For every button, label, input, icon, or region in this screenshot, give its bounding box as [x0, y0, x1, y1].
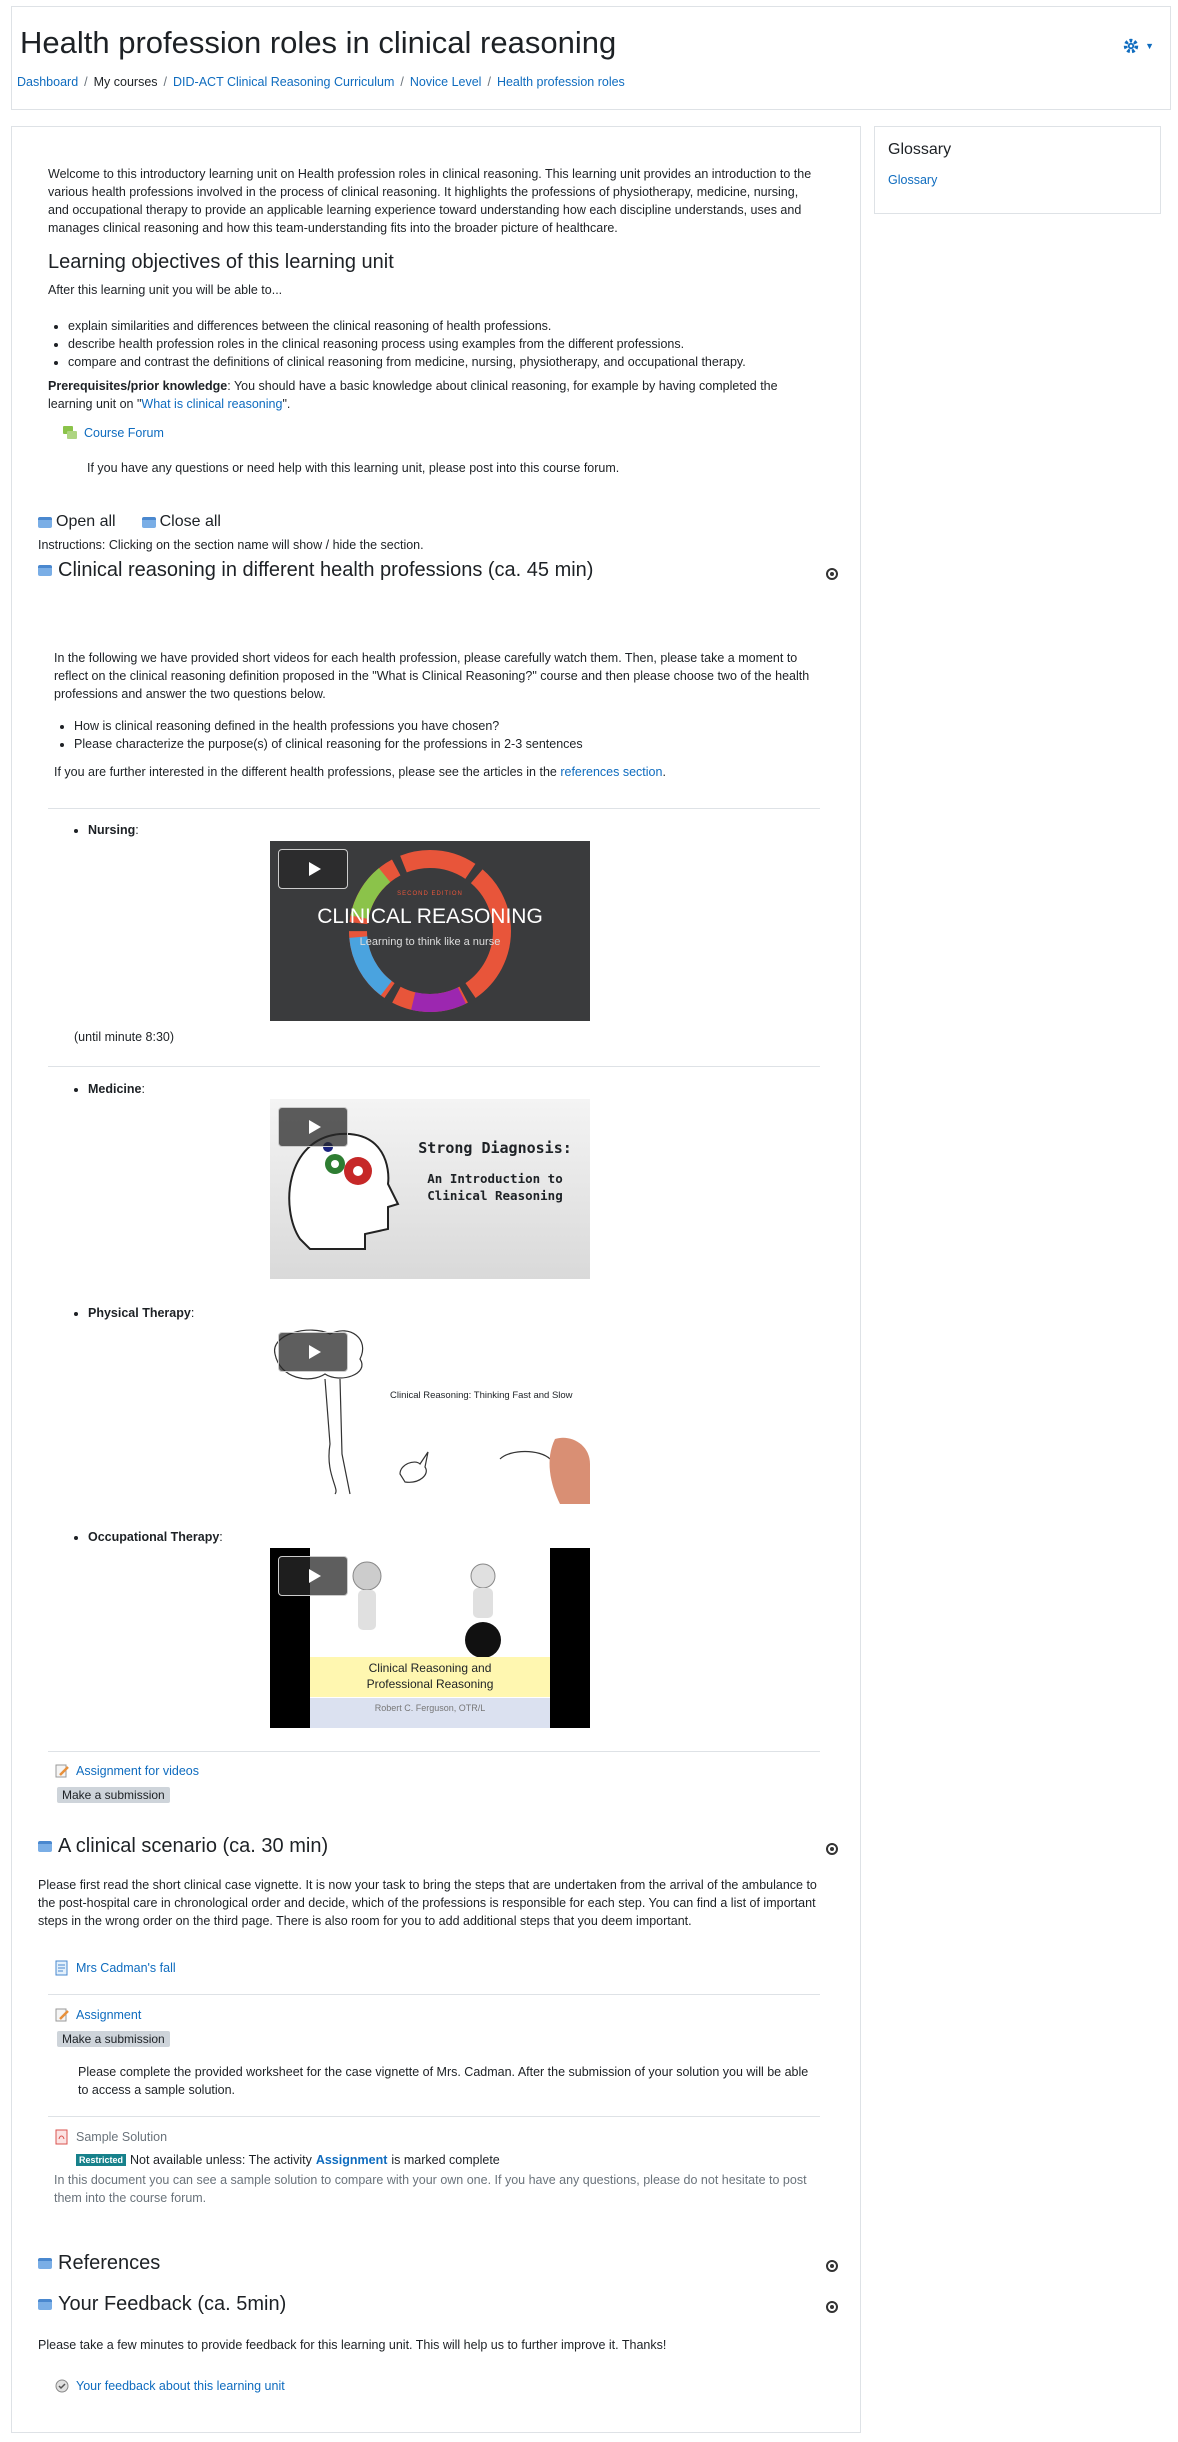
list-item: • How is clinical reasoning defined in the health professions you have chosen? — [74, 717, 834, 735]
feedback-link[interactable]: Your feedback about this learning unit — [54, 2378, 285, 2394]
gear-icon — [1122, 37, 1140, 55]
assignment-icon — [54, 1763, 70, 1779]
video-title: Strong Diagnosis: — [418, 1139, 572, 1157]
section-4-radio[interactable] — [826, 2301, 838, 2313]
assignment-restriction-link[interactable]: Assignment — [315, 2153, 388, 2167]
open-all-button[interactable]: Open all — [38, 513, 116, 531]
course-forum-link[interactable]: Course Forum — [62, 425, 164, 441]
section-icon — [38, 565, 52, 576]
page-header — [11, 6, 1171, 110]
assignment-icon — [54, 2007, 70, 2023]
video-subtitle: An Introduction to — [427, 1171, 563, 1186]
section-4-toggle[interactable]: Your Feedback (ca. 5min) — [38, 2293, 286, 2316]
list-item: • describe health profession roles in the clinical reasoning process using examples from the different professions. — [68, 335, 838, 353]
glossary-link[interactable]: Glossary — [888, 173, 938, 187]
breadcrumb-current[interactable]: Health profession roles — [496, 75, 625, 89]
assignment-description: Please complete the provided worksheet for the case vignette of Mrs. Cadman. After the submission of your solution you will be able to access a sample solution. — [78, 2065, 809, 2097]
intro-text: Welcome to this introductory learning unit on Health profession roles in clinical reasoning. This learning unit provides an introduction to the various health professions involved in the process of clinical reasoning. It highlights the professions of physiotherapy, medicine, nursing, and occupational therapy to provide an applicable learning experience toward understanding how each discipline understands, uses and manages clinical reasoning and how this team-understanding fits into the broader picture of healthcare. — [48, 167, 812, 235]
video-title: CLINICAL REASONING — [317, 905, 543, 928]
nursing-note: (until minute 8:30) — [74, 1030, 175, 1044]
section-2-radio[interactable] — [826, 1843, 838, 1855]
divider — [48, 1994, 820, 1995]
list-item: • explain similarities and differences between the clinical reasoning of health professions. — [68, 317, 838, 335]
objectives-heading: Learning objectives of this learning unit — [48, 251, 394, 273]
ot-item: • Occupational Therapy: — [68, 1528, 223, 1546]
section-1-questions — [54, 717, 834, 753]
glossary-title: Glossary — [888, 141, 952, 158]
pt-item: • Physical Therapy: — [68, 1304, 194, 1322]
sample-solution-link: Sample Solution — [54, 2129, 167, 2145]
list-item: • compare and contrast the definitions of clinical reasoning from medicine, nursing, physiotherapy, and occupational therapy. — [68, 353, 838, 371]
sample-description: In this document you can see a sample solution to compare with your own one. If you have any questions, please do not hesitate to post them into the course forum. — [54, 2173, 807, 2205]
section-2-text: Please first read the short clinical case vignette. It is now your task to bring the steps that are undertaken from the arrival of the ambulance to the post-hospital care in chronological order and decide, which of the professions is responsible for each step. You can find a list of important steps in the wrong order on the third page. There is also room for you to add additional steps that you deem important. — [38, 1878, 817, 1928]
objectives-list — [48, 317, 838, 371]
breadcrumb: Dashboard / My courses / DID-ACT Clinical Reasoning Curriculum / Novice Level / Health profession roles — [17, 75, 625, 89]
divider — [48, 1751, 820, 1752]
assignment-videos-link[interactable]: Assignment for videos — [54, 1763, 199, 1779]
section-1-toggle[interactable]: Clinical reasoning in different health professions (ca. 45 min) — [38, 559, 593, 582]
nursing-item: • Nursing: — [68, 821, 139, 839]
video-title-2: Professional Reasoning — [366, 1677, 494, 1691]
play-button[interactable] — [278, 1107, 348, 1147]
breadcrumb-course[interactable]: DID-ACT Clinical Reasoning Curriculum — [173, 75, 395, 89]
instructions-text: Instructions: Clicking on the section name will show / hide the section. — [38, 538, 424, 552]
section-2-toggle[interactable]: A clinical scenario (ca. 30 min) — [38, 1835, 328, 1858]
nursing-video[interactable] — [270, 841, 590, 1021]
divider — [48, 808, 820, 809]
pt-video[interactable] — [270, 1324, 590, 1504]
section-3-toggle[interactable]: References — [38, 2252, 160, 2275]
glossary-block — [874, 126, 1161, 214]
video-thumbnail-ring — [270, 841, 590, 1021]
availability-info: Restricted Not available unless: The activity Assignment is marked complete — [76, 2153, 500, 2167]
section-1-radio[interactable] — [826, 568, 838, 580]
forum-description: If you have any questions or need help with this learning unit, please post into this course forum. — [87, 461, 620, 475]
video-subtitle-2: Clinical Reasoning — [427, 1188, 563, 1203]
page-title: Health profession roles in clinical reasoning — [20, 25, 617, 60]
chevron-down-icon: ▼ — [1145, 41, 1154, 51]
pdf-icon — [54, 2129, 70, 2145]
restricted-badge: Restricted — [76, 2154, 126, 2166]
folder-closed-icon — [142, 517, 156, 528]
divider — [48, 2116, 820, 2117]
objectives-lead: After this learning unit you will be able to... — [48, 283, 283, 297]
ot-video[interactable] — [270, 1548, 590, 1728]
prerequisites: Prerequisites/prior knowledge: You should have a basic knowledge about clinical reasoning, for example by having completed the learning unit on "What is clinical reasoning". — [48, 379, 778, 411]
references-section-link[interactable]: references section — [560, 765, 663, 779]
video-title: Clinical Reasoning: Thinking Fast and Slow — [390, 1390, 573, 1401]
page-icon — [54, 1960, 70, 1976]
breadcrumb-my-courses: My courses — [93, 75, 158, 89]
medicine-item: • Medicine: — [68, 1080, 145, 1098]
section-controls — [38, 513, 221, 531]
close-all-button[interactable]: Close all — [142, 513, 221, 531]
section-icon — [38, 2299, 52, 2310]
make-submission-button[interactable]: Make a submission — [57, 1787, 170, 1803]
feedback-text: Please take a few minutes to provide feedback for this learning unit. This will help us to further improve it. Thanks! — [38, 2338, 667, 2352]
section-3-radio[interactable] — [826, 2260, 838, 2272]
video-subtitle: Learning to think like a nurse — [359, 936, 501, 948]
video-edition-text: SECOND EDITION — [397, 891, 463, 897]
divider — [48, 1066, 820, 1067]
play-button[interactable] — [278, 1332, 348, 1372]
section-icon — [38, 2258, 52, 2269]
feedback-icon — [54, 2378, 70, 2394]
assignment-link[interactable]: Assignment — [54, 2007, 141, 2023]
mrs-cadman-link[interactable]: Mrs Cadman's fall — [54, 1960, 176, 1976]
references-note: If you are further interested in the different health professions, please see the articles in the references section. — [54, 765, 666, 779]
section-1-text: In the following we have provided short videos for each health profession, please carefully watch them. Then, please take a moment to reflect on the clinical reasoning definition proposed in the "What is Clinical Reasoning?" course and then please choose two of the health professions and answer the two questions below. — [54, 651, 810, 701]
make-submission-button[interactable]: Make a submission — [57, 2031, 170, 2047]
play-button[interactable] — [278, 1556, 348, 1596]
breadcrumb-level[interactable]: Novice Level — [409, 75, 482, 89]
video-title: Clinical Reasoning and — [368, 1661, 492, 1675]
breadcrumb-dashboard[interactable]: Dashboard — [17, 75, 79, 89]
settings-menu[interactable] — [1122, 37, 1154, 55]
medicine-video[interactable] — [270, 1099, 590, 1279]
section-icon — [38, 1841, 52, 1852]
folder-open-icon — [38, 517, 52, 528]
video-author: Robert C. Ferguson, OTR/L — [374, 1703, 486, 1713]
what-is-cr-link[interactable]: What is clinical reasoning — [141, 397, 283, 411]
forum-icon — [62, 425, 78, 441]
list-item: • Please characterize the purpose(s) of clinical reasoning for the professions in 2-3 sentences — [74, 735, 834, 753]
course-content — [11, 126, 861, 2433]
